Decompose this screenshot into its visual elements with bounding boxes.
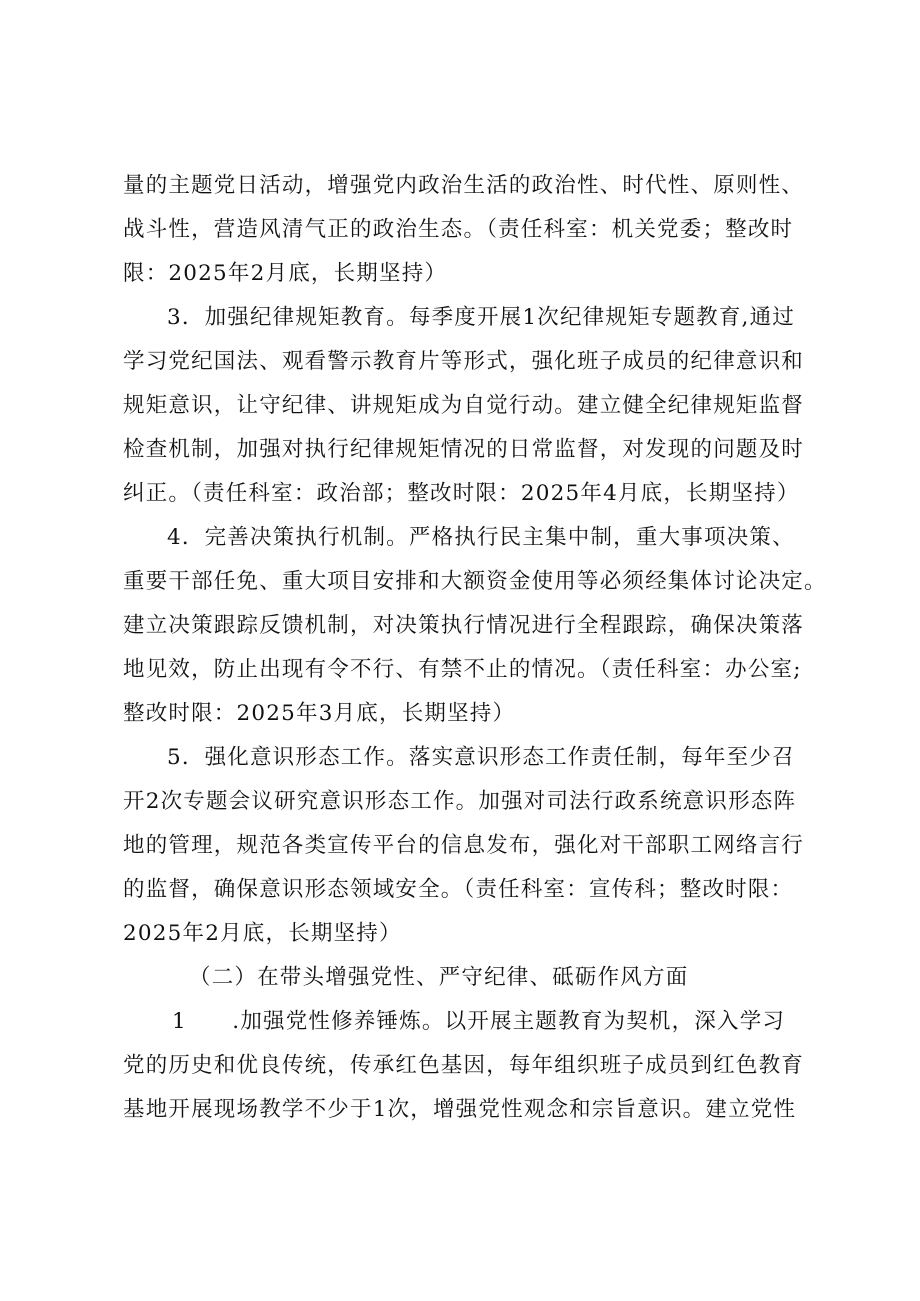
item-4-heading-line: 4．完善决策执行机制。严格执行民主集中制，重大事项决策、 [167,525,795,550]
paragraph-line: 学习党纪国法、观看警示教育片等形式，强化班子成员的纪律意识和 [123,349,805,374]
paragraph-line: 检查机制，加强对执行纪律规矩情况的日常监督，对发现的问题及时 [123,437,805,462]
paragraph-line: 党的历史和优良传统，传承红色基因，每年组织班子成员到红色教育 [123,1053,805,1078]
paragraph-line: 的监督，确保意识形态领域安全。（责任科室：宣传科；整改时限： [123,877,794,902]
paragraph-line: 地见效，防止出现有令不行、有禁不止的情况。（责任科室：办公室; [123,657,802,682]
paragraph-line: 重要干部任免、重大项目安排和大额资金使用等必须经集体讨论决定。 [123,569,827,594]
paragraph-line: 纠正。（责任科室：政治部；整改时限：2025年4月底，长期坚持） [123,481,800,506]
paragraph-line: 基地开展现场教学不少于1次，增强党性观念和宗旨意识。建立党性 [123,1097,797,1122]
paragraph-line: 整改时限：2025年3月底，长期坚持） [123,701,516,726]
paragraph-line: 量的主题党日活动，增强党内政治生活的政治性、时代性、原则性、 [123,173,805,198]
paragraph-line: 开2次专题会议研究意识形态工作。加强对司法行政系统意识形态阵 [123,789,797,814]
paragraph-line: 战斗性，营造风清气正的政治生态。（责任科室：机关党委；整改时 [123,217,794,242]
paragraph-line: 限：2025年2月底，长期坚持） [123,261,448,286]
item-3-heading-line: 3．加强纪律规矩教育。每季度开展1次纪律规矩专题教育,通过 [167,305,795,330]
paragraph-line: 地的管理，规范各类宣传平台的信息发布，强化对干部职工网络言行 [123,833,805,858]
paragraph-line: 2025年2月底，长期坚持） [123,921,402,946]
item-1-heading-line: 1 .加强党性修养锤炼。以开展主题教育为契机，深入学习 [172,1009,786,1034]
section-heading: （二）在带头增强党性、严守纪律、砥砺作风方面 [189,965,689,990]
paragraph-line: 规矩意识，让守纪律、讲规矩成为自觉行动。建立健全纪律规矩监督 [123,393,805,418]
item-5-heading-line: 5．强化意识形态工作。落实意识形态工作责任制，每年至少召 [167,745,795,770]
paragraph-line: 建立决策跟踪反馈机制，对决策执行情况进行全程跟踪，确保决策落 [123,613,805,638]
